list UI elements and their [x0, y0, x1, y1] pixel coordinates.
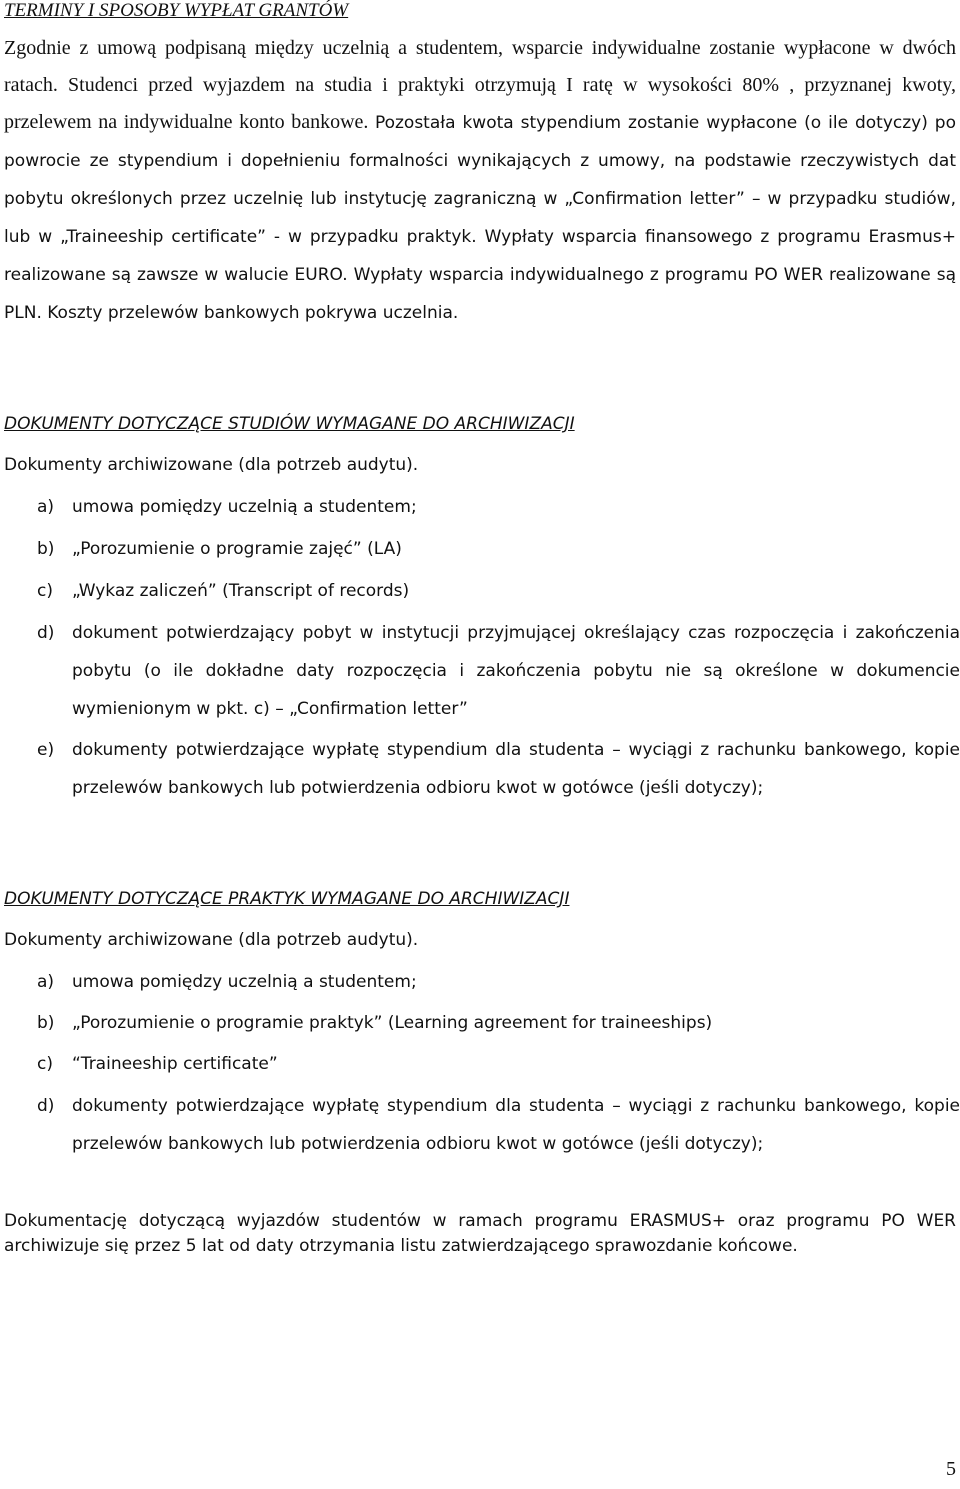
page-number: 5	[946, 1458, 956, 1480]
studies-intro: Dokumenty archiwizowane (dla potrzeb audytu).	[4, 455, 419, 475]
list-text: dokument potwierdzający pobyt w instytucji przyjmującej określający czas rozpoczęcia i zakończenia pobytu (o ile dokładne daty rozpoczęcia i zakończenia pobytu nie są określone w dokumencie wymienionym w pkt. c) – „Confirmation letter”	[72, 623, 960, 719]
list-text: „Porozumienie o programie praktyk” (Learning agreement for traineeships)	[72, 1013, 713, 1033]
list-text: umowa pomiędzy uczelnią a studentem;	[72, 972, 417, 992]
list-text: “Traineeship certificate”	[72, 1054, 278, 1074]
list-text: umowa pomiędzy uczelnią a studentem;	[72, 497, 417, 517]
list-label: b)	[37, 539, 55, 559]
list-text: „Porozumienie o programie zajęć” (LA)	[72, 539, 402, 559]
list-label: c)	[37, 1054, 53, 1074]
internships-heading: DOKUMENTY DOTYCZĄCE PRAKTYK WYMAGANE DO ARCHIWIZACJI	[4, 889, 570, 909]
list-label: b)	[37, 1013, 55, 1033]
list-text: dokumenty potwierdzające wypłatę stypendium dla studenta – wyciągi z rachunku bankowego, kopie przelewów bankowych lub potwierdzenia odbioru kwot w gotówce (jeśli dotyczy);	[72, 1096, 960, 1154]
list-label: a)	[37, 497, 55, 517]
list-text: „Wykaz zaliczeń” (Transcript of records)	[72, 581, 410, 601]
list-text: dokumenty potwierdzające wypłatę stypendium dla studenta – wyciągi z rachunku bankowego, kopie przelewów bankowych lub potwierdzenia odbioru kwot w gotówce (jeśli dotyczy);	[72, 740, 960, 798]
list-label: c)	[37, 581, 53, 601]
studies-heading: DOKUMENTY DOTYCZĄCE STUDIÓW WYMAGANE DO ARCHIWIZACJI	[4, 414, 575, 434]
grants-paragraph-serif: Zgodnie z umową podpisaną między uczelnią a studentem, wsparcie indywidualne zostanie wypłacone w dwóch ratach. Studenci przed wyjazdem na studia i praktyki otrzymują I ratę w wysokości 80% , przyznanej kwoty, przelewem na indywidualne konto bankowe.	[4, 37, 956, 133]
closing-paragraph: Dokumentację dotyczącą wyjazdów studentów w ramach programu ERASMUS+ oraz programu PO WER archiwizuje się przez 5 lat od daty otrzymania listu zatwierdzającego sprawozdanie końcowe.	[4, 1211, 956, 1256]
internships-intro: Dokumenty archiwizowane (dla potrzeb audytu).	[4, 930, 419, 950]
grants-paragraph-sans: Pozostała kwota stypendium zostanie wypłacone (o ile dotyczy) po powrocie ze stypendium i dopełnieniu formalności wynikających z umowy, na podstawie rzeczywistych dat pobytu określonych przez uczelnię lub instytucję zagraniczną w „Confirmation letter” – w przypadku studiów, lub w „Traineeship certificate” - w przypadku praktyk. Wypłaty wsparcia finansowego z programu Erasmus+ realizowane są zawsze w walucie EURO. Wypłaty wsparcia indywidualnego z programu PO WER realizowane są PLN. Koszty przelewów bankowych pokrywa uczelnia.	[4, 113, 956, 323]
list-label: d)	[37, 623, 55, 643]
list-label: a)	[37, 972, 55, 992]
list-label: d)	[37, 1096, 55, 1116]
grants-heading: TERMINY I SPOSOBY WYPŁAT GRANTÓW	[4, 0, 349, 21]
grants-paragraph	[4, 30, 956, 332]
list-label: e)	[37, 740, 55, 760]
